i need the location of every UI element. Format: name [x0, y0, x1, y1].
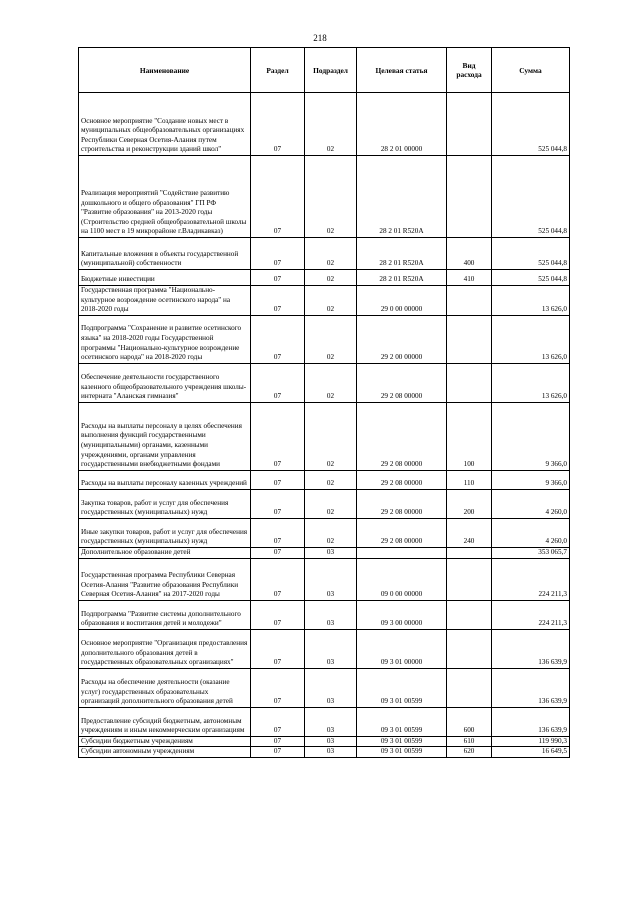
table-row	[79, 489, 570, 518]
row-section: 07	[251, 315, 305, 363]
row-target: 29 2 08 00000	[357, 489, 447, 518]
row-name: Расходы на обеспечение деятельности (оказание услуг) государственных образовательных организаций дополнительного образования детей	[79, 668, 251, 707]
row-section: 07	[251, 489, 305, 518]
row-amount: 136 639,9	[492, 707, 570, 736]
row-section: 07	[251, 93, 305, 156]
row-name: Иные закупки товаров, работ и услуг для обеспечения государственных (муниципальных) нужд	[79, 518, 251, 547]
row-target: 09 3 01 00599	[357, 707, 447, 736]
header-subsection: Подраздел	[305, 48, 357, 93]
row-amount: 9 366,0	[492, 470, 570, 489]
table-row	[79, 736, 570, 747]
row-subsection: 03	[305, 668, 357, 707]
row-subsection: 02	[305, 363, 357, 402]
row-name: Основное мероприятие "Создание новых мест в муниципальных общеобразовательных организациях Республики Северная Осетия-Алания путем строительства и реконструкции зданий школ"	[79, 93, 251, 156]
row-name: Предоставление субсидий бюджетным, автономным учреждениям и иным некоммерческим организациям	[79, 707, 251, 736]
row-expense-type	[447, 315, 492, 363]
row-expense-type	[447, 156, 492, 238]
row-subsection: 02	[305, 238, 357, 270]
row-amount: 353 065,7	[492, 547, 570, 558]
table-row	[79, 315, 570, 363]
row-name: Закупка товаров, работ и услуг для обеспечения государственных (муниципальных) нужд	[79, 489, 251, 518]
row-target: 28 2 01 00000	[357, 93, 447, 156]
table-row	[79, 600, 570, 629]
page-number: 218	[313, 33, 327, 43]
row-name: Подпрограмма "Сохранение и развитие осетинского языка" на 2018-2020 годы Государственной программы "Национально-культурное возрождение осетинского народа" на 2018-2020 годы	[79, 315, 251, 363]
table-row	[79, 270, 570, 286]
row-subsection: 02	[305, 402, 357, 470]
row-amount: 136 639,9	[492, 668, 570, 707]
row-expense-type	[447, 629, 492, 668]
row-amount: 224 211,3	[492, 558, 570, 600]
row-target: 09 0 00 00000	[357, 558, 447, 600]
row-target: 09 3 00 00000	[357, 600, 447, 629]
row-amount: 136 639,9	[492, 629, 570, 668]
row-section: 07	[251, 270, 305, 286]
row-section: 07	[251, 600, 305, 629]
row-subsection: 03	[305, 600, 357, 629]
row-amount: 525 044,8	[492, 93, 570, 156]
table-row	[79, 286, 570, 316]
row-subsection: 03	[305, 547, 357, 558]
header-section: Раздел	[251, 48, 305, 93]
table-row	[79, 156, 570, 238]
row-expense-type: 240	[447, 518, 492, 547]
row-subsection: 02	[305, 270, 357, 286]
row-subsection: 03	[305, 736, 357, 747]
row-subsection: 03	[305, 747, 357, 758]
row-expense-type: 100	[447, 402, 492, 470]
row-name: Субсидии бюджетным учреждениям	[79, 736, 251, 747]
row-section: 07	[251, 547, 305, 558]
row-target: 28 2 01 R520A	[357, 270, 447, 286]
row-expense-type: 610	[447, 736, 492, 747]
row-section: 07	[251, 286, 305, 316]
row-name: Реализация мероприятий "Содействие развитию дошкольного и общего образования" ГП РФ "Развитие образования" на 2013-2020 годы (Строительство средней общеобразовательной школы на 1100 мест в 19 микрорайоне г.Владикавказ)	[79, 156, 251, 238]
row-subsection: 02	[305, 518, 357, 547]
table-row	[79, 707, 570, 736]
row-name: Бюджетные инвестиции	[79, 270, 251, 286]
table-row	[79, 238, 570, 270]
header-name: Наименование	[79, 48, 251, 93]
row-subsection: 03	[305, 558, 357, 600]
row-expense-type	[447, 668, 492, 707]
row-expense-type	[447, 93, 492, 156]
row-section: 07	[251, 736, 305, 747]
row-target: 29 2 00 00000	[357, 315, 447, 363]
row-subsection: 02	[305, 93, 357, 156]
row-section: 07	[251, 668, 305, 707]
row-amount: 13 626,0	[492, 363, 570, 402]
row-section: 07	[251, 238, 305, 270]
row-amount: 9 366,0	[492, 402, 570, 470]
row-name: Расходы на выплаты персоналу казенных учреждений	[79, 470, 251, 489]
row-expense-type	[447, 558, 492, 600]
row-target: 29 2 08 00000	[357, 363, 447, 402]
row-section: 07	[251, 156, 305, 238]
row-subsection: 03	[305, 629, 357, 668]
row-amount: 525 044,8	[492, 238, 570, 270]
row-target: 28 2 01 R520A	[357, 238, 447, 270]
row-section: 07	[251, 558, 305, 600]
row-amount: 16 649,5	[492, 747, 570, 758]
table-row	[79, 470, 570, 489]
row-amount: 4 260,0	[492, 489, 570, 518]
row-expense-type	[447, 363, 492, 402]
row-target: 29 2 08 00000	[357, 518, 447, 547]
row-name: Подпрограмма "Развитие системы дополнительного образования и воспитания детей и молодежи"	[79, 600, 251, 629]
row-expense-type: 110	[447, 470, 492, 489]
row-expense-type: 410	[447, 270, 492, 286]
row-expense-type	[447, 286, 492, 316]
row-subsection: 02	[305, 156, 357, 238]
row-section: 07	[251, 518, 305, 547]
header-expense-type: Вид расхода	[447, 48, 492, 93]
header-target: Целевая статья	[357, 48, 447, 93]
row-name: Обеспечение деятельности государственного казенного общеобразовательного учреждения школы-интерната "Аланская гимназия"	[79, 363, 251, 402]
table-row	[79, 558, 570, 600]
row-subsection: 02	[305, 489, 357, 518]
row-section: 07	[251, 402, 305, 470]
row-subsection: 02	[305, 286, 357, 316]
row-name: Основное мероприятие "Организация предоставления дополнительного образования детей в государственных образовательных организациях"	[79, 629, 251, 668]
row-amount: 525 044,8	[492, 270, 570, 286]
row-target: 09 3 01 00599	[357, 668, 447, 707]
row-subsection: 02	[305, 315, 357, 363]
row-name: Государственная программа "Национально-культурное возрождение осетинского народа" на 2018-2020 годы	[79, 286, 251, 316]
row-expense-type	[447, 600, 492, 629]
row-section: 07	[251, 707, 305, 736]
row-section: 07	[251, 747, 305, 758]
row-expense-type: 620	[447, 747, 492, 758]
row-amount: 13 626,0	[492, 286, 570, 316]
row-amount: 224 211,3	[492, 600, 570, 629]
row-subsection: 02	[305, 470, 357, 489]
row-target: 29 0 00 00000	[357, 286, 447, 316]
row-name: Дополнительное образование детей	[79, 547, 251, 558]
table-row	[79, 747, 570, 758]
row-amount: 525 044,8	[492, 156, 570, 238]
row-target: 28 2 01 R520A	[357, 156, 447, 238]
row-target: 29 2 08 00000	[357, 470, 447, 489]
row-name: Государственная программа Республики Северная Осетия-Алания "Развитие образования Республики Северная Осетия-Алания" на 2017-2020 годы	[79, 558, 251, 600]
row-amount: 119 990,3	[492, 736, 570, 747]
row-amount: 4 260,0	[492, 518, 570, 547]
row-target: 09 3 01 00599	[357, 747, 447, 758]
table-row	[79, 629, 570, 668]
budget-table	[78, 47, 570, 758]
row-name: Расходы на выплаты персоналу в целях обеспечения выполнения функций государственными (муниципальными) органами, казенными учреждениями, органами управления государственными внебюджетными фондами	[79, 402, 251, 470]
row-target	[357, 547, 447, 558]
row-section: 07	[251, 629, 305, 668]
row-target: 09 3 01 00599	[357, 736, 447, 747]
table-row	[79, 547, 570, 558]
table-row	[79, 668, 570, 707]
row-section: 07	[251, 470, 305, 489]
table-row	[79, 93, 570, 156]
row-expense-type: 200	[447, 489, 492, 518]
row-expense-type: 400	[447, 238, 492, 270]
row-expense-type: 600	[447, 707, 492, 736]
table-row	[79, 363, 570, 402]
row-section: 07	[251, 363, 305, 402]
header-amount: Сумма	[492, 48, 570, 93]
table-row	[79, 402, 570, 470]
row-name: Субсидии автономным учреждениям	[79, 747, 251, 758]
row-amount: 13 626,0	[492, 315, 570, 363]
row-target: 09 3 01 00000	[357, 629, 447, 668]
row-subsection: 03	[305, 707, 357, 736]
row-target: 29 2 08 00000	[357, 402, 447, 470]
table-header-row	[79, 48, 570, 93]
table-row	[79, 518, 570, 547]
row-name: Капитальные вложения в объекты государственной (муниципальной) собственности	[79, 238, 251, 270]
row-expense-type	[447, 547, 492, 558]
